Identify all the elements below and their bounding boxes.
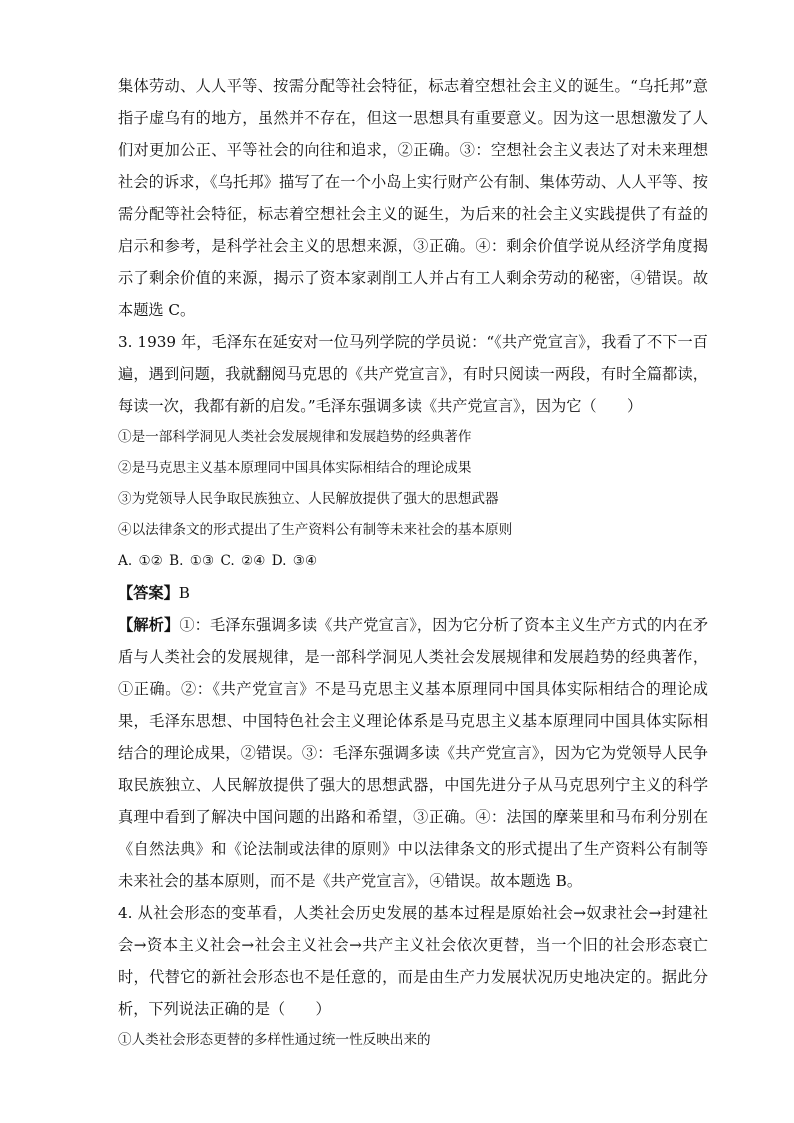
question-3-option-2: ②是马克思主义基本原理同中国具体实际相结合的理论成果 xyxy=(118,460,472,476)
answer-tag: 【答案】 xyxy=(118,584,179,602)
question-3-answer xyxy=(118,577,708,609)
question-3-option-1: ①是一部科学洞见人类社会发展规律和发展趋势的经典著作 xyxy=(118,429,472,445)
question-4-option-1: ①人类社会形态更替的多样性通过统一性反映出来的 xyxy=(118,1032,431,1048)
analysis-tag: 【解析】 xyxy=(118,616,180,634)
question-4-stem: 4. 从社会形态的变革看，人类社会历史发展的基本过程是原始社会→奴隶社会→封建社会→资本主义社会→社会主义社会→共产主义社会依次更替，当一个旧的社会形态衰亡时，代替它的新社会形态也不是任意的，而是由生产力发展状况历史地决定的。据此分析，下列说法正确的是（ ） xyxy=(118,904,708,1018)
answer-value: B xyxy=(178,584,190,602)
question-3-option-4: ④以法律条文的形式提出了生产资料公有制等未来社会的基本原则 xyxy=(118,522,513,538)
question-3-option-3: ③为党领导人民争取民族独立、人民解放提供了强大的思想武器 xyxy=(118,491,499,507)
previous-question-explanation: 集体劳动、人人平等、按需分配等社会特征，标志着空想社会主义的诞生。“乌托邦”意指子虚乌有的地方，虽然并不存在，但这一思想具有重要意义。因为这一思想激发了人们对更加公正、平等社会的向往和追求，②正确。③：空想社会主义表达了对未来理想社会的诉求，《乌托邦》描写了在一个小岛上实行财产公有制、集体劳动、人人平等、按需分配等社会特征，标志着空想社会主义的诞生，为后来的社会主义实践提供了有益的启示和参考，是科学社会主义的思想来源，③正确。④：剩余价值学说从经济学角度揭示了剩余价值的来源，揭示了资本家剥削工人并占有工人剩余劳动的秘密，④错误。故本题选 C。 xyxy=(118,77,708,319)
question-3-analysis xyxy=(118,609,708,897)
analysis-text: ①：毛泽东强调多读《共产党宣言》，因为它分析了资本主义生产方式的内在矛盾与人类社会的发展规律，是一部科学洞见人类社会发展规律和发展趋势的经典著作，①正确。②：《共产党宣言》不是马克思主义基本原理同中国具体实际相结合的理论成果，毛泽东思想、中国特色社会主义理论体系是马克思主义基本原理同中国具体实际相结合的理论成果，②错误。③：毛泽东强调多读《共产党宣言》，因为它为党领导人民争取民族独立、人民解放提供了强大的思想武器，中国先进分子从马克思列宁主义的科学真理中看到了解决中国问题的出路和希望，③正确。④：法国的摩莱里和马布利分别在《自然法典》和《论法制或法律的原则》中以法律条文的形式提出了生产资料公有制等未来社会的基本原则，而不是《共产党宣言》，④错误。故本题选 B。 xyxy=(118,616,709,890)
question-3-stem: 3. 1939 年，毛泽东在延安对一位马列学院的学员说：“《共产党宣言》，我看了不下一百遍，遇到问题，我就翻阅马克思的《共产党宣言》，有时只阅读一两段，有时全篇都读，每读一次，我都有新的启发。”毛泽东强调多读《共产党宣言》，因为它（ ） xyxy=(118,333,708,415)
question-3-choices: A. ①② B. ①③ C. ②④ D. ③④ xyxy=(118,553,318,569)
